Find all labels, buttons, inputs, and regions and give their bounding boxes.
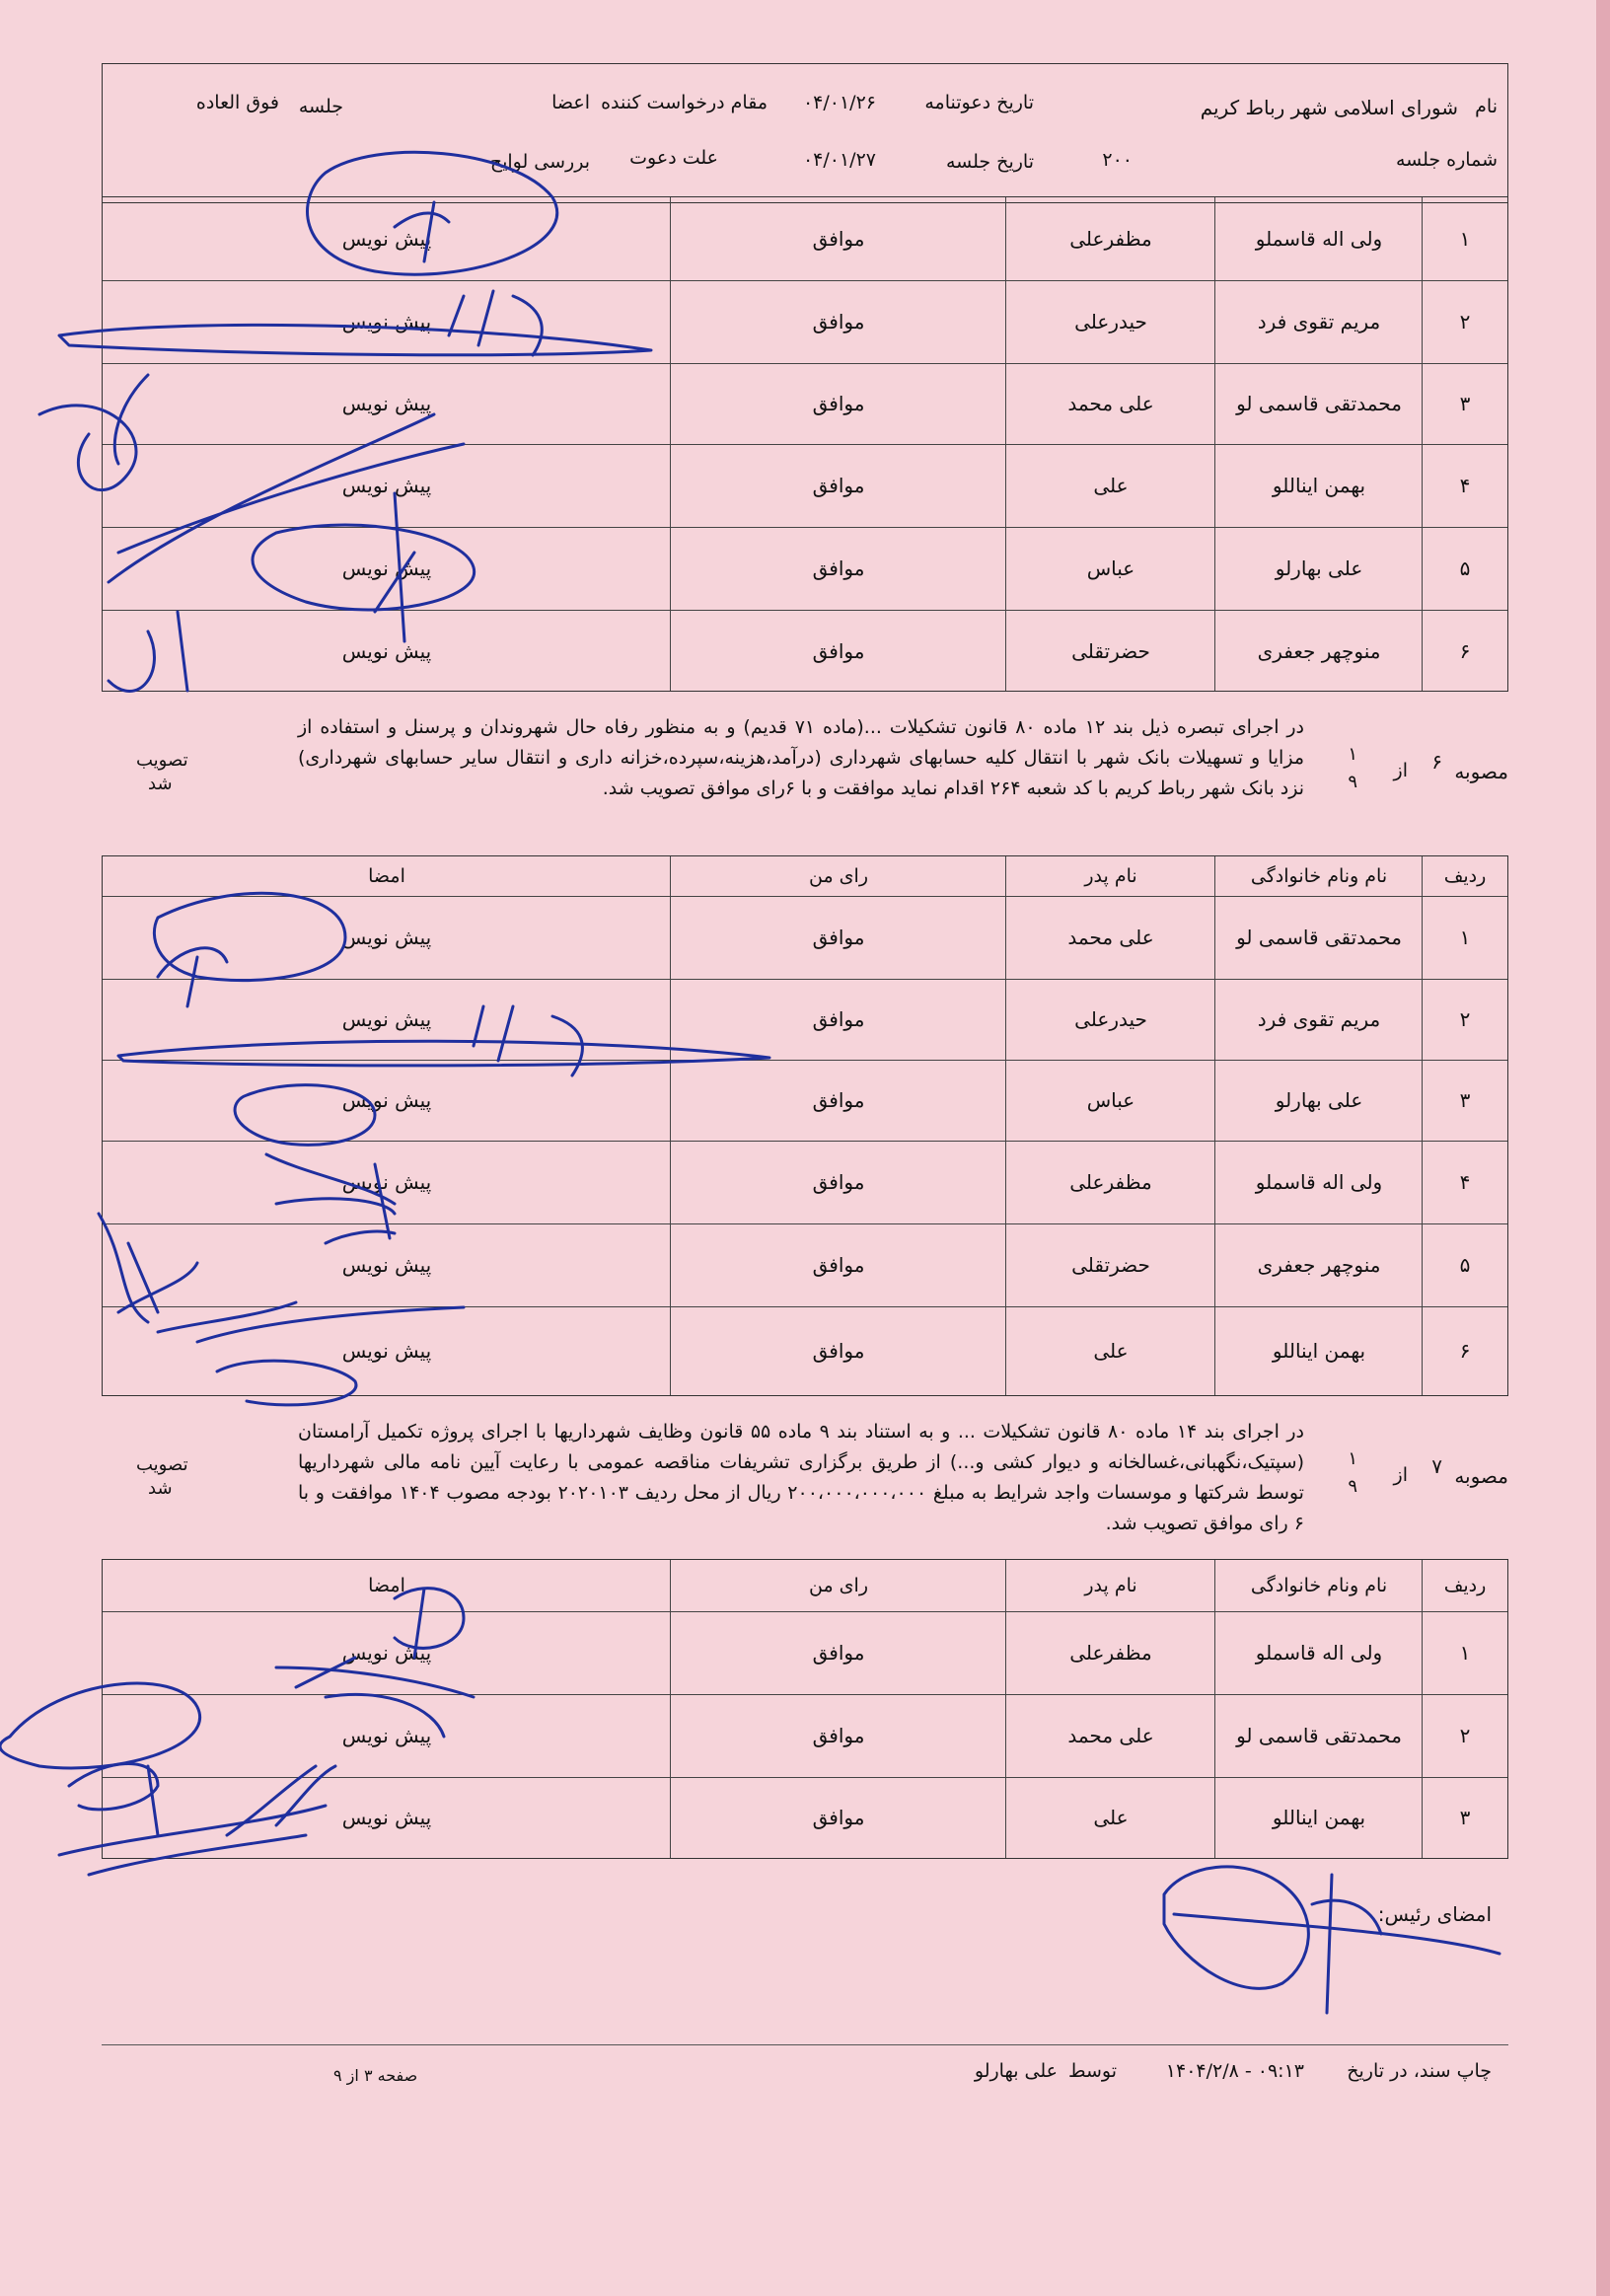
invitation-date-label: تاریخ دعوتنامه [924, 92, 1034, 113]
requester-label: مقام درخواست کننده [601, 92, 768, 113]
row-number: ۳ [1459, 1806, 1471, 1829]
vote: موافق [812, 310, 865, 333]
member-name: علی بهارلو [1275, 556, 1363, 580]
resolution-text: در اجرای تبصره ذیل بند ۱۲ ماده ۸۰ قانون تشکیلات ...(ماده ۷۱ قدیم) و به منظور رفاه حال شهروندان و پرسنل و استفاده از مزایا و تسهیلات بانک شهر با انتقال کلیه حسابهای شهرداری (درآمد،هزینه،سپرده،خزانه داری و انتقال سایر حسابهای شهرداری) نزد بانک شهر رباط کریم با کد شعبه ۲۶۴ اقدام نماید موافقت و با ۶رای موافق تصویب شد. [298, 716, 1304, 799]
vote: موافق [812, 1806, 865, 1829]
status-line-1: تصویب [136, 1454, 188, 1475]
father-name: مظفرعلی [1069, 227, 1152, 251]
session-number: ۲۰۰ [1102, 149, 1133, 171]
row-number: ۲ [1459, 1724, 1471, 1747]
row-number: ۵ [1459, 1253, 1471, 1277]
row-number: ۱ [1459, 1641, 1471, 1665]
fraction-bottom: ۹ [1348, 772, 1357, 792]
resolution-number: ۷ [1431, 1454, 1442, 1478]
header-name: نام ونام خانوادگی [1250, 1575, 1388, 1596]
father-name: علی محمد [1067, 1724, 1154, 1747]
member-name: بهمن ایناللو [1272, 1339, 1366, 1363]
vote: موافق [812, 474, 865, 497]
header-num: ردیف [1443, 865, 1487, 887]
status-line-2: شد [148, 774, 173, 794]
fraction-top: ۱ [1348, 744, 1357, 765]
session-date-label: تاریخ جلسه [945, 151, 1034, 173]
member-name: ولی اله قاسملو [1255, 1170, 1383, 1194]
signature-cell: پیش نویس [341, 1007, 432, 1031]
vote: موافق [812, 1641, 865, 1665]
row-number: ۱ [1459, 926, 1471, 949]
of-label: از [1393, 1464, 1408, 1486]
row-number: ۴ [1459, 1170, 1471, 1194]
name-label: نام [1475, 96, 1498, 117]
vote: موافق [812, 556, 865, 580]
signature-cell: پیش نویس [341, 1170, 432, 1194]
member-name: محمدتقی قاسمی لو [1236, 1724, 1402, 1747]
of-label: از [1393, 760, 1408, 781]
vote: موافق [812, 926, 865, 949]
row-number: ۴ [1459, 474, 1471, 497]
resolution-label: مصوبه [1454, 760, 1508, 783]
row-number: ۲ [1459, 310, 1471, 333]
reason-label: علت دعوت [629, 147, 718, 169]
father-name: حیدرعلی [1074, 1007, 1147, 1031]
page-number: صفحه ۳ از ۹ [333, 2066, 418, 2085]
member-name: منوچهر جعفری [1257, 1253, 1381, 1277]
session-label: جلسه [298, 96, 343, 117]
signature-cell: پیش نویس [341, 1339, 432, 1363]
father-name: مظفرعلی [1069, 1641, 1152, 1665]
signature-cell: پیش نویس [341, 639, 432, 663]
father-name: علی محمد [1067, 926, 1154, 949]
vote: موافق [812, 1170, 865, 1194]
vote: موافق [812, 227, 865, 251]
vote: موافق [812, 1253, 865, 1277]
father-name: حیدرعلی [1074, 310, 1147, 333]
chairman-signature-label: امضای رئیس: [1377, 1902, 1492, 1926]
reason-value: بررسی لوایح [489, 151, 590, 173]
vote: موافق [812, 1724, 865, 1747]
header-num: ردیف [1443, 1575, 1487, 1596]
header-father: نام پدر [1084, 1575, 1137, 1596]
vote: موافق [812, 1088, 865, 1112]
signature-cell: پیش نویس [341, 1806, 432, 1829]
signature-cell: پیش نویس [341, 1641, 432, 1665]
father-name: علی [1093, 1339, 1129, 1363]
row-number: ۳ [1459, 1088, 1471, 1112]
member-name: محمدتقی قاسمی لو [1236, 392, 1402, 415]
member-name: بهمن ایناللو [1272, 474, 1366, 497]
council-name: شورای اسلامی شهر رباط کریم [1200, 96, 1458, 119]
signature-cell: پیش نویس [341, 1088, 432, 1112]
header-vote: رای من [809, 1575, 869, 1596]
status-line-1: تصویب [136, 750, 188, 771]
member-name: محمدتقی قاسمی لو [1236, 926, 1402, 949]
print-label: چاپ سند، در تاریخ [1347, 2060, 1492, 2082]
vote: موافق [812, 392, 865, 415]
signature-cell: پیش نویس [341, 227, 432, 251]
signature-cell: پیش نویس [341, 1724, 432, 1747]
session-type: فوق العاده [195, 92, 279, 113]
vote: موافق [812, 1339, 865, 1363]
vote: موافق [812, 1007, 865, 1031]
resolution-number: ۶ [1431, 750, 1442, 774]
member-name: مریم تقوی فرد [1257, 310, 1381, 333]
member-name: بهمن ایناللو [1272, 1806, 1366, 1829]
fraction-top: ۱ [1348, 1448, 1357, 1469]
father-name: علی [1093, 1806, 1129, 1829]
header-name: نام ونام خانوادگی [1250, 865, 1388, 887]
member-name: منوچهر جعفری [1257, 639, 1381, 663]
header-sign: امضا [368, 1575, 405, 1596]
signature-cell: پیش نویس [341, 392, 432, 415]
fraction-bottom: ۹ [1348, 1476, 1357, 1497]
row-number: ۶ [1459, 639, 1471, 663]
father-name: عباس [1086, 556, 1135, 580]
row-number: ۲ [1459, 1007, 1471, 1031]
row-number: ۵ [1459, 556, 1471, 580]
resolution-label: مصوبه [1454, 1464, 1508, 1488]
resolution-text: در اجرای بند ۱۴ ماده ۸۰ قانون تشکیلات ... و به استناد بند ۹ ماده ۵۵ قانون وظایف شهرداریها با اجرای پروژه تکمیل آرامستان (سپتیک،نگهبانی،غسالخانه و دیوار کشی و...) از طریق برگزاری تشریفات مناقصه عمومی با رعایت آیین نامه مالی شهرداریها توسط شرکتها و موسسات واجد شرایط به مبلغ ۲۰۰،۰۰۰،۰۰۰،۰۰۰ ریال از محل ردیف ۲۰۲۰۱۰۳ بودجه مصوب ۱۴۰۴ موافقت و با ۶ رای موافق تصویب شد. [298, 1421, 1304, 1534]
print-datetime: ۱۴۰۴/۲/۸ - ۰۹:۱۳ [1165, 2060, 1304, 2082]
invitation-date: ۰۴/۰۱/۲۶ [802, 92, 876, 113]
header-sign: امضا [368, 865, 405, 887]
requester-value: اعضا [551, 92, 590, 113]
signature-cell: پیش نویس [341, 474, 432, 497]
signature-cell: پیش نویس [341, 556, 432, 580]
status-line-2: شد [148, 1478, 173, 1499]
member-name: مریم تقوی فرد [1257, 1007, 1381, 1031]
by-label: توسط [1067, 2060, 1117, 2082]
signature-cell: پیش نویس [341, 926, 432, 949]
member-name: ولی اله قاسملو [1255, 227, 1383, 251]
member-name: ولی اله قاسملو [1255, 1641, 1383, 1665]
member-name: علی بهارلو [1275, 1088, 1363, 1112]
header-vote: رای من [809, 865, 869, 887]
father-name: علی [1093, 474, 1129, 497]
signature-cell: پیش نویس [341, 310, 432, 333]
row-number: ۶ [1459, 1339, 1471, 1363]
father-name: علی محمد [1067, 392, 1154, 415]
row-number: ۳ [1459, 392, 1471, 415]
father-name: حضرتقلی [1071, 1253, 1150, 1277]
signature-cell: پیش نویس [341, 1253, 432, 1277]
row-number: ۱ [1459, 227, 1471, 251]
printed-by: علی بهارلو [974, 2060, 1058, 2082]
header-father: نام پدر [1084, 865, 1137, 887]
father-name: عباس [1086, 1088, 1135, 1112]
father-name: مظفرعلی [1069, 1170, 1152, 1194]
session-date: ۰۴/۰۱/۲۷ [802, 149, 876, 171]
father-name: حضرتقلی [1071, 639, 1150, 663]
vote: موافق [812, 639, 865, 663]
session-number-label: شماره جلسه [1395, 149, 1498, 171]
